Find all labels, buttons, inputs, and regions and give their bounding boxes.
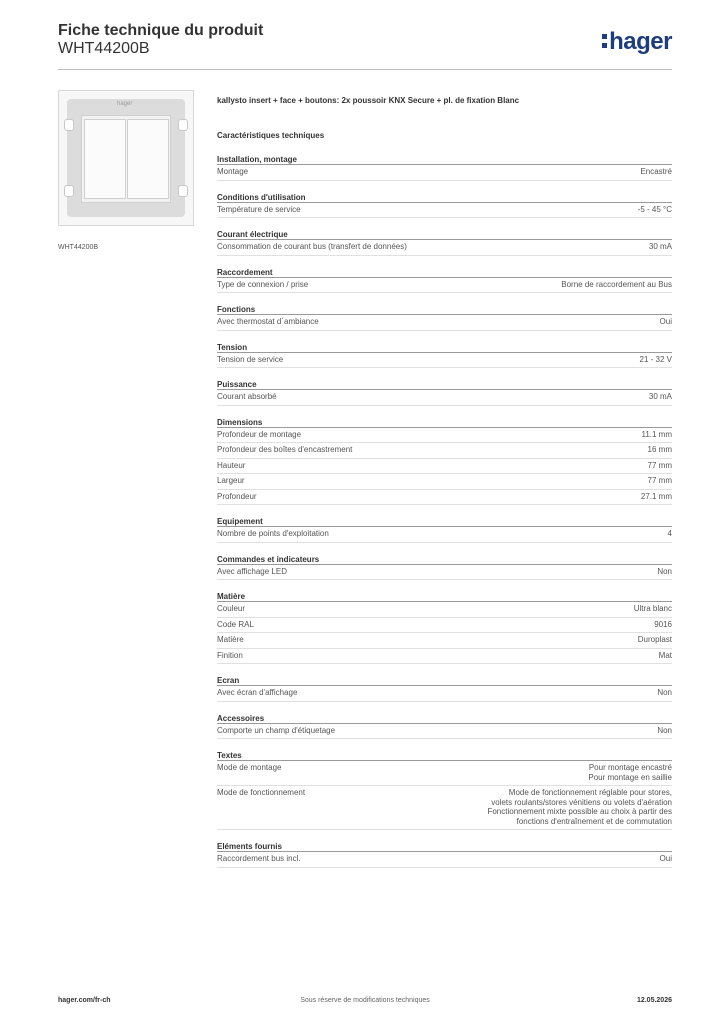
spec-row bbox=[217, 649, 672, 665]
hager-logo bbox=[602, 28, 672, 56]
spec-value-line: 77 mm bbox=[647, 476, 672, 485]
section-title: Commandes et indicateurs bbox=[217, 555, 672, 565]
spec-section bbox=[217, 305, 672, 331]
spec-label: Mode de montage bbox=[217, 763, 282, 772]
spec-row bbox=[217, 761, 672, 786]
spec-value-line: Ultra blanc bbox=[633, 604, 672, 613]
spec-row bbox=[217, 618, 672, 634]
spec-value bbox=[660, 317, 672, 327]
mounting-plate bbox=[67, 99, 185, 217]
spec-section bbox=[217, 268, 672, 294]
spec-value-line: Borne de raccordement au Bus bbox=[561, 279, 672, 289]
spec-value-line: Mat bbox=[658, 650, 672, 660]
spec-label: Hauteur bbox=[217, 460, 246, 470]
spec-value bbox=[649, 242, 672, 252]
spec-label: Consommation de courant bus (transfert de données) bbox=[217, 242, 407, 251]
spec-section bbox=[217, 380, 672, 406]
tech-characteristics-title: Caractéristiques techniques bbox=[217, 131, 325, 140]
spec-label: Matière bbox=[217, 635, 244, 644]
product-image bbox=[58, 90, 194, 226]
spec-sections bbox=[217, 155, 672, 868]
spec-row bbox=[217, 315, 672, 331]
spec-label: Couleur bbox=[217, 604, 246, 613]
spec-value-line: -5 - 45 °C bbox=[637, 204, 672, 214]
spec-value-line: 21 - 32 V bbox=[639, 354, 672, 364]
spec-value bbox=[668, 529, 672, 539]
spec-label: Comporte un champ d'étiquetage bbox=[217, 725, 336, 735]
plate-tab-icon bbox=[64, 185, 74, 197]
product-description: kallysto insert + face + boutons: 2x poussoir KNX Secure + pl. de fixation Blanc bbox=[217, 96, 520, 105]
spec-row bbox=[217, 203, 672, 219]
spec-value bbox=[634, 604, 672, 614]
spec-section bbox=[217, 517, 672, 543]
spec-value bbox=[487, 788, 672, 826]
spec-label: Largeur bbox=[217, 476, 245, 485]
spec-value bbox=[638, 205, 672, 215]
spec-row bbox=[217, 165, 672, 181]
section-title: Eléments fournis bbox=[217, 842, 672, 852]
spec-value-line: Non bbox=[657, 566, 672, 576]
footer-website[interactable]: hager.com/fr-ch bbox=[58, 997, 111, 1004]
section-title: Dimensions bbox=[217, 418, 672, 428]
rocker-right bbox=[127, 119, 169, 199]
section-title: Puissance bbox=[217, 380, 672, 390]
spec-row bbox=[217, 852, 672, 868]
section-title: Raccordement bbox=[217, 268, 672, 278]
spec-value bbox=[640, 167, 672, 177]
spec-row bbox=[217, 390, 672, 406]
spec-label: Profondeur de montage bbox=[217, 429, 302, 439]
spec-value bbox=[657, 726, 672, 736]
plate-brand: hager bbox=[117, 101, 133, 107]
footer-disclaimer: Sous réserve de modifications techniques bbox=[300, 997, 430, 1004]
section-title: Conditions d'utilisation bbox=[217, 193, 672, 203]
spec-value-line: Duroplast bbox=[637, 635, 672, 644]
page-header bbox=[58, 22, 672, 70]
section-title: Textes bbox=[217, 751, 672, 761]
section-title: Accessoires bbox=[217, 714, 672, 724]
spec-value-line: 77 mm bbox=[647, 460, 672, 470]
spec-value bbox=[648, 461, 672, 471]
spec-value-line: 4 bbox=[667, 529, 672, 538]
spec-value bbox=[660, 854, 672, 864]
spec-value-line: Fonctionnement mixte possible au choix à partir des bbox=[487, 807, 672, 816]
plate-tab-icon bbox=[64, 119, 74, 131]
spec-value-line: 9016 bbox=[654, 619, 672, 629]
section-title: Fonctions bbox=[217, 305, 672, 315]
spec-value bbox=[648, 476, 672, 486]
rocker-left bbox=[84, 119, 126, 199]
spec-value-line: Encastré bbox=[640, 167, 672, 176]
spec-label: Température de service bbox=[217, 204, 301, 214]
spec-value bbox=[657, 688, 672, 698]
spec-section bbox=[217, 842, 672, 868]
spec-value bbox=[659, 651, 672, 661]
footer-date: 12.05.2026 bbox=[636, 997, 672, 1004]
spec-section bbox=[217, 193, 672, 219]
spec-value bbox=[588, 763, 672, 782]
spec-row bbox=[217, 686, 672, 702]
spec-value-line: 27.1 mm bbox=[640, 491, 672, 501]
spec-label: Courant absorbé bbox=[217, 392, 277, 401]
spec-section bbox=[217, 343, 672, 369]
spec-section bbox=[217, 418, 672, 506]
spec-section bbox=[217, 155, 672, 181]
spec-value bbox=[641, 430, 672, 440]
product-reference: WHT44200B bbox=[58, 40, 150, 57]
switch-frame bbox=[81, 115, 171, 203]
plate-tab-icon bbox=[178, 119, 188, 131]
spec-row bbox=[217, 443, 672, 459]
spec-row bbox=[217, 353, 672, 369]
section-title: Equipement bbox=[217, 517, 672, 527]
spec-value-line: fonctions d'entraînement et de commutation bbox=[516, 816, 672, 826]
spec-row bbox=[217, 633, 672, 649]
spec-label: Profondeur bbox=[217, 491, 257, 501]
spec-section bbox=[217, 751, 672, 830]
spec-label: Avec écran d'affichage bbox=[217, 688, 298, 697]
logo-text: hager bbox=[609, 28, 672, 55]
spec-value bbox=[648, 445, 672, 455]
section-title: Matière bbox=[217, 592, 672, 602]
spec-value bbox=[640, 355, 672, 365]
spec-row bbox=[217, 602, 672, 618]
spec-value-line: Pour montage en saillie bbox=[588, 772, 672, 782]
page-footer bbox=[58, 997, 672, 1009]
spec-label: Tension de service bbox=[217, 354, 284, 364]
spec-value-line: 16 mm bbox=[647, 445, 672, 454]
spec-value bbox=[638, 635, 672, 645]
image-caption: WHT44200B bbox=[58, 244, 99, 251]
spec-value bbox=[561, 280, 672, 290]
section-title: Courant électrique bbox=[217, 230, 672, 240]
content-column bbox=[217, 96, 672, 880]
spec-row bbox=[217, 428, 672, 444]
spec-value bbox=[657, 567, 672, 577]
spec-value-line: Non bbox=[657, 725, 672, 735]
spec-row bbox=[217, 490, 672, 506]
spec-label: Avec thermostat d´ambiance bbox=[217, 317, 319, 326]
spec-section bbox=[217, 714, 672, 740]
header-divider bbox=[58, 69, 672, 70]
section-title: Ecran bbox=[217, 676, 672, 686]
spec-value-line: Oui bbox=[659, 854, 672, 863]
spec-row bbox=[217, 786, 672, 830]
spec-value-line: Non bbox=[657, 688, 672, 697]
spec-value-line: volets roulants/stores vénitiens ou volets d'aération bbox=[491, 797, 672, 807]
spec-row bbox=[217, 240, 672, 256]
logo-colon-icon bbox=[602, 34, 607, 52]
spec-label: Avec affichage LED bbox=[217, 566, 287, 576]
spec-label: Raccordement bus incl. bbox=[217, 854, 301, 863]
spec-label: Mode de fonctionnement bbox=[217, 788, 306, 797]
spec-row bbox=[217, 565, 672, 581]
spec-value-line: 30 mA bbox=[648, 242, 672, 251]
section-title: Installation, montage bbox=[217, 155, 672, 165]
spec-value-line: Pour montage encastré bbox=[588, 763, 672, 772]
spec-label: Montage bbox=[217, 167, 249, 176]
section-title: Tension bbox=[217, 343, 672, 353]
spec-value bbox=[649, 392, 672, 402]
spec-row bbox=[217, 527, 672, 543]
spec-value-line: 11.1 mm bbox=[641, 429, 672, 439]
spec-value-line: 30 mA bbox=[648, 392, 672, 401]
spec-label: Nombre de points d'exploitation bbox=[217, 529, 329, 538]
spec-row bbox=[217, 474, 672, 490]
spec-label: Code RAL bbox=[217, 619, 254, 629]
spec-value bbox=[654, 620, 672, 630]
spec-label: Profondeur des boîtes d'encastrement bbox=[217, 445, 353, 454]
spec-value bbox=[641, 492, 672, 502]
spec-row bbox=[217, 278, 672, 294]
spec-section bbox=[217, 676, 672, 702]
spec-label: Type de connexion / prise bbox=[217, 279, 309, 289]
spec-row bbox=[217, 724, 672, 740]
spec-section bbox=[217, 555, 672, 581]
spec-section bbox=[217, 592, 672, 664]
spec-value-line: Oui bbox=[659, 317, 672, 326]
spec-row bbox=[217, 459, 672, 475]
document-title: Fiche technique du produit bbox=[58, 22, 264, 39]
spec-label: Finition bbox=[217, 650, 243, 660]
plate-tab-icon bbox=[178, 185, 188, 197]
spec-section bbox=[217, 230, 672, 256]
spec-value-line: Mode de fonctionnement réglable pour stores, bbox=[508, 788, 672, 797]
